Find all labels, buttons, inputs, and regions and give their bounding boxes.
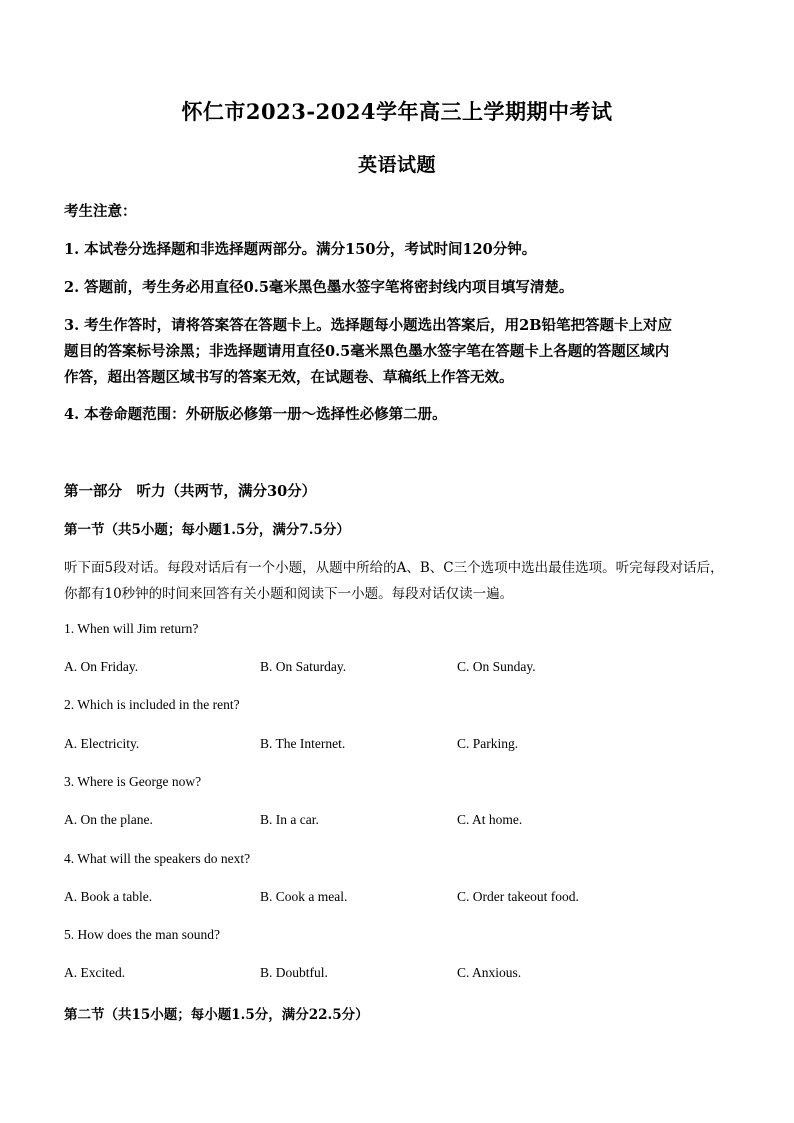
question: 3. Where is George now? [64,774,202,789]
option-a: A. On Friday. [64,659,139,674]
option-b: B. In a car. [260,812,319,827]
exam-subtitle: 英语试题 [357,154,436,176]
option-b: B. The Internet. [260,736,346,751]
section-heading: 第二节（共15小题；每小题1.5分，满分22.5分） [64,1007,369,1023]
question: 1. When will Jim return? [64,621,199,636]
option-a: A. On the plane. [64,812,153,827]
option-c: C. Anxious. [457,965,522,980]
option-b: B. On Saturday. [260,659,347,674]
notice-item: 1. 本试卷分选择题和非选择题两部分。满分150分，考试时间120分钟。 [64,241,537,258]
option-a: A. Excited. [64,965,126,980]
part-heading: 第一部分 听力（共两节，满分30分） [64,483,317,500]
option-a: A. Book a table. [64,889,153,904]
option-c: C. Order takeout food. [457,889,579,904]
notice-heading: 考生注意： [64,203,137,220]
question: 4. What will the speakers do next? [64,851,251,866]
option-c: C. Parking. [457,736,519,751]
instructions-line: 听下面5段对话。每段对话后有一个小题，从题中所给的A、B、C三个选项中选出最佳选项。听完每段对话后， [64,560,724,576]
notice-item: 4. 本卷命题范围：外研版必修第一册～选择性必修第二册。 [64,406,447,423]
option-a: A. Electricity. [64,736,140,751]
notice-item: 3. 考生作答时，请将答案答在答题卡上。选择题每小题选出答案后，用2B铅笔把答题卡上对应 [64,317,673,334]
option-b: B. Cook a meal. [260,889,348,904]
option-c: C. On Sunday. [457,659,536,674]
option-c: C. At home. [457,812,523,827]
notice-item: 2. 答题前，考生务必用直径0.5毫米黑色墨水签字笔将密封线内项目填写清楚。 [64,279,574,296]
notice-item: 题目的答案标号涂黑；非选择题请用直径0.5毫米黑色墨水签字笔在答题卡上各题的答题区域内 [64,343,670,360]
notice-item: 作答，超出答题区域书写的答案无效，在试题卷、草稿纸上作答无效。 [64,369,514,386]
question: 2. Which is included in the rent? [64,697,240,712]
instructions-line: 你都有10秒钟的时间来回答有关小题和阅读下一小题。每段对话仅读一遍。 [64,586,514,602]
question: 5. How does the man sound? [64,927,220,942]
exam-title: 怀仁市2023-2024学年高三上学期期中考试 [181,99,613,124]
section-heading: 第一节（共5小题；每小题1.5分，满分7.5分） [64,522,350,538]
option-b: B. Doubtful. [260,965,328,980]
